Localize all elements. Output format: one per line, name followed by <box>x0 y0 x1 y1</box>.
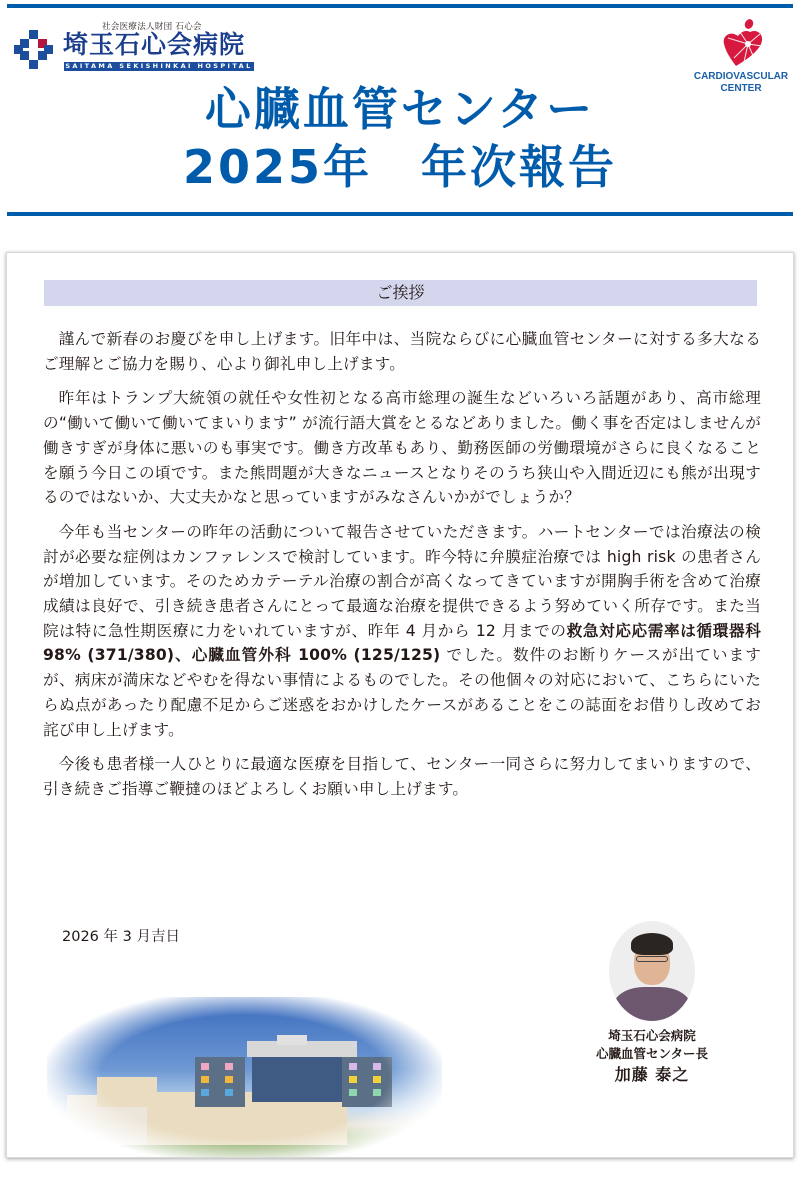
hospital-building-photo <box>47 997 442 1157</box>
cv-logo-line1: CARDIOVASCULAR <box>693 71 789 82</box>
hospital-logo <box>14 20 264 72</box>
paragraph-3 <box>43 520 761 742</box>
emergency-acceptance-rate: 救急対応応需率は循環器科 98% (371/380)、心臓血管外科 100% (125/125) <box>43 621 761 665</box>
paragraph-2: 昨年はトランプ大統領の就任や女性初となる高市総理の誕生などいろいろ話題があり、高市総理の“働いて働いて働いてまいります” が流行語大賞をとるなどありました。働く事を否定はしませんが働きすぎが身体に悪いのも事実です。働き方改革もあり、勤務医師の労働環境がさらに良くなることを願う今日この頃です。また熊問題が大きなニュースとなりそのうち狭山や入間近辺にも熊が出現するのではないか、大丈夫かなと思っていますがみなさんいかがでしょうか？ <box>43 389 761 507</box>
paragraph-1: 謹んで新春のお慶びを申し上げます。旧年中は、当院ならびに心臓血管センターに対する多大なるご理解とご協力を賜り、心より御礼申し上げます。 <box>43 330 761 373</box>
greeting-body <box>43 327 761 812</box>
cv-logo-line2: CENTER <box>720 83 762 94</box>
director-portrait-photo <box>609 921 695 1021</box>
logo-sub-label: 社会医療法人財団 石心会 <box>102 22 202 32</box>
top-rule <box>7 4 793 8</box>
logo-hospital-name: 埼玉石心会病院 <box>63 30 246 59</box>
signature-name: 加藤 泰之 <box>614 1065 690 1084</box>
header-bottom-rule <box>7 212 793 216</box>
title-line-2: 2025年 年次報告 <box>182 140 618 194</box>
signature-organization: 埼玉石心会病院 <box>608 1028 696 1043</box>
title-line-1: 心臓血管センター <box>204 82 596 136</box>
greeting-card <box>6 252 794 1158</box>
signature-role: 心臓血管センター長 <box>595 1046 708 1061</box>
signature-block <box>587 1027 717 1087</box>
heart-icon <box>722 18 764 68</box>
paragraph-3-part-b: でした。数件のお断りケースが出ていますが、病床が満床などやむを得ない事情によるものでした。その他個々の対応において、こちらにいたらぬ点があったり配慮不足からご迷惑をおかけしたケースがあることをこの誌面をお借りし改めてお詫び申し上げます。 <box>43 646 761 739</box>
hospital-cross-icon <box>14 30 54 70</box>
section-heading: ご挨拶 <box>44 280 757 306</box>
paragraph-4: 今後も患者様一人ひとりに最適な医療を目指して、センター一同さらに努力してまいりますので、引き続きご指導ご鞭撻のほどよろしくお願い申し上げます。 <box>43 755 761 798</box>
page-title <box>0 80 800 196</box>
logo-english-band: SAITAMA SEKISHINKAI HOSPITAL <box>65 62 253 70</box>
issue-date: 2026 年 3 月吉日 <box>62 929 180 945</box>
paragraph-3-part-a: 今年も当センターの昨年の活動について報告させていただきます。ハートセンターでは治療法の検討が必要な症例はカンファレンスで検討しています。昨今特に弁膜症治療では high risk の患者さんが増加しています。そのためカテーテル治療の割合が高くなってきていますが開胸手術を含めて治療成績は良好で、引き続き患者さんにとって最適な治療を提供できるよう努めていく所存です。また当院は特に急性期医療に力をいれていますが、昨年 4 月から 12 月までの <box>43 522 761 640</box>
